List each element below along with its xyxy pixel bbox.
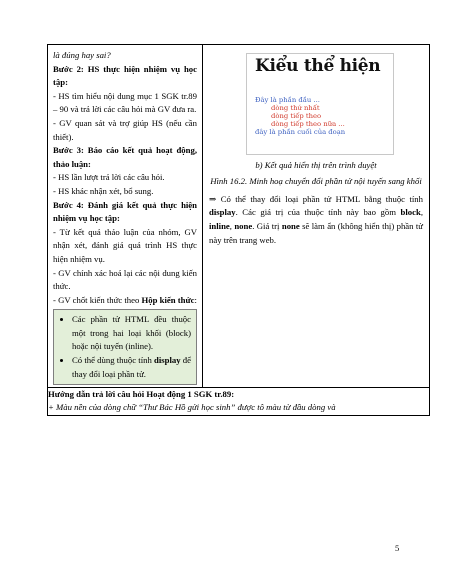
table-row <box>48 388 430 415</box>
list-item: - HS khác nhận xét, bổ sung. <box>53 185 154 196</box>
lesson-table <box>47 44 430 416</box>
right-cell <box>203 45 430 388</box>
answer-guide-cell <box>48 388 430 415</box>
figure-line: Đây là phần đầu ... <box>255 96 320 104</box>
browser-result-figure <box>246 53 394 155</box>
figure-caption: Hình 16.2. Minh hoạ chuyển đổi phần tử nội tuyến sang khối <box>210 175 422 186</box>
figure-caption-sub: b) Kết quả hiển thị trên trình duyệt <box>255 160 377 170</box>
list-item: - HS tìm hiểu nội dung mục 1 SGK tr.89 – 90 và trả lời các câu hỏi mà GV đưa ra. <box>53 90 197 115</box>
knowledge-box <box>53 309 197 385</box>
answer-guide-line: + Màu nền của dòng chữ “Thư Bác Hồ gửi học sinh” được tô màu từ đầu dòng và <box>48 402 336 413</box>
page-number: 5 <box>395 543 400 553</box>
list-item: - GV chốt kiến thức theo Hộp kiến thức: <box>53 294 197 305</box>
knowledge-item: • Có thể dùng thuộc tính display để thay đổi loại phần tử. <box>72 354 191 381</box>
figure-line: đây là phần cuối của đoạn <box>255 128 346 136</box>
list-item: - GV quan sát và trợ giúp HS (nếu cần thiết). <box>53 117 197 142</box>
list-item: - GV chính xác hoá lại các nội dung kiến thức. <box>53 267 197 292</box>
knowledge-item: • Các phần tử HTML đều thuộc một trong hai loại khối (block) hoặc nội tuyến (inline). <box>72 313 191 354</box>
display-explanation: ⇒ Có thể thay đổi loại phần tử HTML bằng thuộc tính display. Các giá trị của thuộc tính này bao gồm block, inline, none. Giá trị none sẽ làm ẩn (không hiển thị) phần tử này trên trang web. <box>209 193 424 245</box>
figure-line: dòng tiếp theo <box>271 112 322 120</box>
list-item: - HS lần lượt trả lời các câu hỏi. <box>53 172 165 183</box>
figure-line: dòng tiếp theo nữa ... <box>271 120 345 128</box>
step4-title: Bước 4: Đánh giá kết quả thực hiện nhiệm vụ học tập: <box>53 199 197 224</box>
answer-guide-heading: Hướng dẫn trả lời câu hỏi Hoạt động 1 SGK tr.89: <box>48 389 235 400</box>
list-item: - Từ kết quả thảo luận của nhóm, GV nhận xét, đánh giá quá trình HS thực hiện nhiệm vụ. <box>53 226 197 264</box>
table-row <box>48 45 430 388</box>
question-line: là đúng hay sai? <box>53 50 111 60</box>
step3-title: Bước 3: Báo cáo kết quả hoạt động, thảo luận: <box>53 145 197 169</box>
left-cell <box>48 45 203 388</box>
step2-title: Bước 2: HS thực hiện nhiệm vụ học tập: <box>53 63 197 88</box>
figure-title: Kiểu thể hiện <box>255 56 381 76</box>
knowledge-box-label: Hộp kiến thức <box>141 294 195 305</box>
figure-line: dòng thứ nhất <box>271 104 320 112</box>
